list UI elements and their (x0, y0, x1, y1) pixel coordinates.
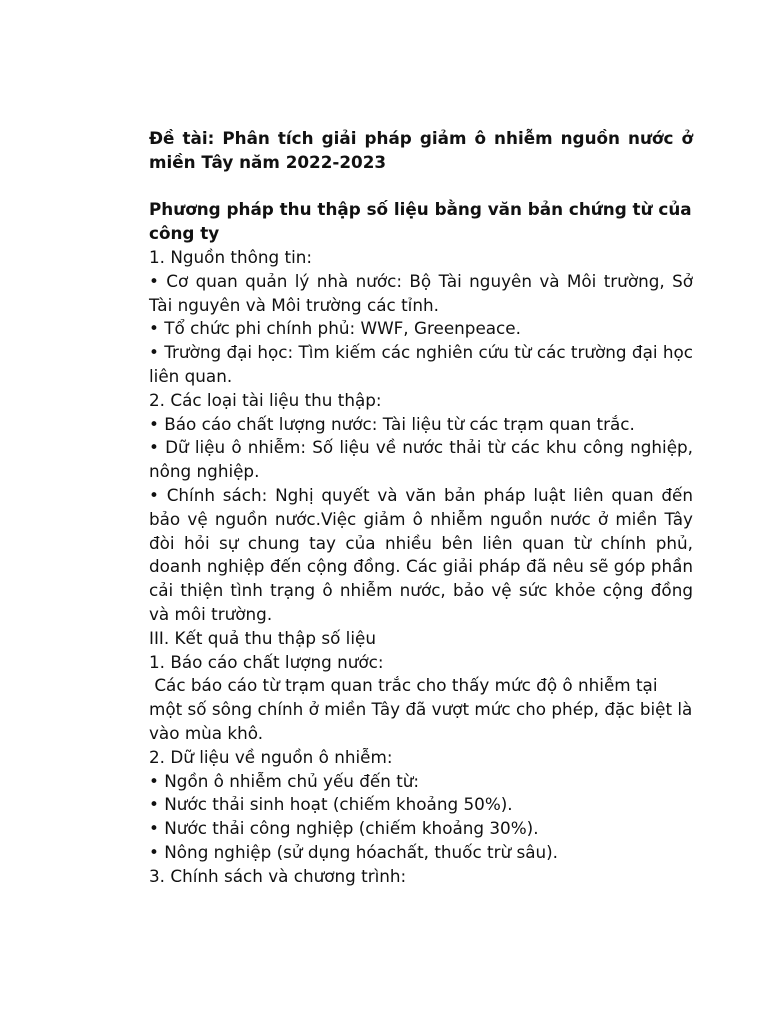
sources-heading: 1. Nguồn thông tin: (149, 246, 313, 267)
pollution-source-item: • Ngồn ô nhiễm chủ yếu đến từ: (149, 770, 420, 791)
results-heading: III. Kết quả thu thập số liệu (149, 627, 376, 648)
pollution-source-item: • Nước thải sinh hoạt (chiếm khoảng 50%). (149, 794, 513, 815)
source-item: • Trường đại học: Tìm kiếm các nghiên cứu từ các trường đại học liên quan. (149, 342, 693, 386)
water-quality-heading: 1. Báo cáo chất lượng nước: (149, 651, 384, 672)
doc-types-heading: 2. Các loại tài liệu thu thập: (149, 389, 382, 410)
source-item: • Cơ quan quản lý nhà nước: Bộ Tài nguyên và Môi trường, Sở Tài nguyên và Môi trường các tỉnh. (149, 270, 693, 315)
water-quality-text: Các báo cáo từ trạm quan trắc cho thấy mức độ ô nhiễm tại một số sông chính ở miền Tây đã vượt mức cho phép, đặc biệt là vào mùa khô. (149, 675, 698, 743)
source-item: • Tổ chức phi chính phủ: WWF, Greenpeace. (149, 318, 521, 339)
document-title: Đề tài: Phân tích giải pháp giảm ô nhiễm nguồn nước ở miền Tây năm 2022-2023 (149, 128, 693, 172)
doc-type-item: • Dữ liệu ô nhiễm: Số liệu về nước thải từ các khu công nghiệp, nông nghiệp. (149, 437, 693, 482)
doc-type-item: • Báo cáo chất lượng nước: Tài liệu từ các trạm quan trắc. (149, 413, 635, 434)
method-heading: Phương pháp thu thập số liệu bằng văn bản chứng từ của công ty (149, 199, 692, 244)
blank-line (149, 175, 693, 199)
policy-heading: 3. Chính sách và chương trình: (149, 865, 407, 886)
pollution-source-item: • Nông nghiệp (sử dụng hóachất, thuốc trừ sâu). (149, 841, 558, 862)
pollution-sources-heading: 2. Dữ liệu về nguồn ô nhiễm: (149, 746, 393, 767)
pollution-source-item: • Nước thải công nghiệp (chiếm khoảng 30%). (149, 818, 539, 839)
document-body (149, 127, 698, 889)
doc-type-item: • Chính sách: Nghị quyết và văn bản pháp luật liên quan đến bảo vệ nguồn nước.Việc giảm ô nhiễm nguồn nước ở miền Tây đòi hỏi sự chung tay của nhiều bên liên quan từ chính phủ, doanh nghiệp đến cộng đồng. Các giải pháp đã nêu sẽ góp phần cải thiện tình trạng ô nhiễm nước, bảo vệ sức khỏe cộng đồng và môi trường. (149, 484, 693, 624)
